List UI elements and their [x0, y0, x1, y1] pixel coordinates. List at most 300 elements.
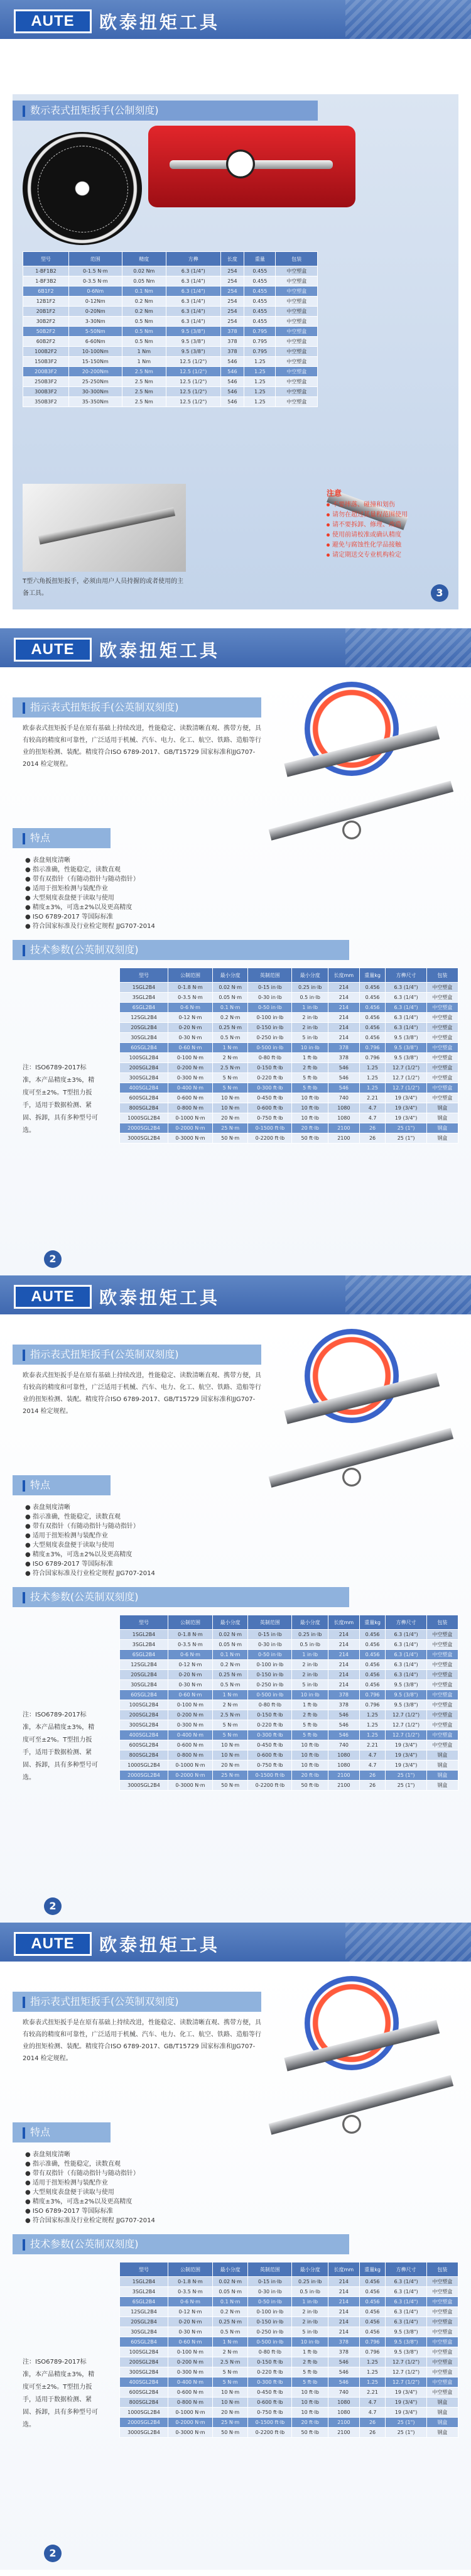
table-cell: 400SGL2B4	[120, 1083, 168, 1093]
table-cell: 0-300 N·m	[168, 1073, 213, 1083]
table-cell: 0-300 N·m	[168, 2367, 213, 2377]
intro-title-bar	[13, 1345, 261, 1365]
table-row	[23, 377, 318, 387]
table-cell: 5 N·m	[212, 1083, 248, 1093]
table-cell: 546	[328, 1083, 360, 1093]
table-cell: 4.7	[359, 1103, 386, 1113]
table-cell: 378	[220, 347, 244, 357]
col-header: 型号	[120, 968, 168, 983]
table-cell: 0.456	[359, 2307, 386, 2317]
table-cell: 25 N·m	[212, 2418, 248, 2428]
table-cell: 2 in·lb	[292, 1670, 328, 1680]
table-cell: 0-60 N·m	[168, 2337, 213, 2347]
table-cell: 1SGL2B4	[120, 983, 168, 993]
table-cell: 1 in·lb	[292, 1003, 328, 1013]
table-cell: 1 in·lb	[292, 2297, 328, 2307]
table-cell: 4.7	[359, 2408, 386, 2418]
brand-title: 欧泰扭矩工具	[99, 640, 220, 661]
table-cell: 0.456	[359, 2287, 386, 2297]
table-cell: 12.7 (1/2")	[386, 1710, 426, 1720]
table-row	[23, 276, 318, 287]
table-cell: 0-600 ft·lb	[248, 2398, 292, 2408]
brand-logo: AUTE	[14, 9, 92, 33]
table-cell: 中空塑盒	[276, 377, 318, 387]
table-cell: 546	[328, 1730, 360, 1740]
table-cell: 1 N·m	[212, 1043, 248, 1053]
table-cell: 546	[328, 1073, 360, 1083]
table-cell: 26	[359, 1771, 386, 1781]
table-cell: 378	[220, 337, 244, 347]
feature-item: ● ISO 6789-2017 等国际标准	[25, 1559, 251, 1569]
brand-logo: AUTE	[14, 1932, 92, 1956]
page-header	[0, 628, 471, 667]
table-cell: 9.5 (3/8")	[386, 1690, 426, 1700]
table-cell: 1080	[328, 2398, 360, 2408]
table-cell: 1080	[328, 1103, 360, 1113]
table-cell: 400SGL2B4	[120, 2377, 168, 2388]
table-cell: 35-350Nm	[68, 397, 122, 407]
table-cell: 12SGL2B4	[120, 1660, 168, 1670]
table-cell: 0.5 Nm	[122, 327, 166, 337]
table-cell: 9.5 (3/8")	[386, 2337, 426, 2347]
table-cell: 0-220 ft·lb	[248, 1073, 292, 1083]
table-cell: 6.3 (1/4")	[166, 266, 220, 276]
table-cell: 0.456	[359, 1630, 386, 1640]
table-cell: 1000SGL2B4	[120, 1113, 168, 1123]
col-header: 最小分度	[292, 2262, 328, 2277]
table-cell: 钢盒	[426, 1760, 458, 1771]
brand-title: 欧泰扭矩工具	[99, 1935, 220, 1955]
table-cell: 378	[328, 2347, 360, 2357]
spec-title-bar	[13, 1587, 349, 1607]
table-cell: 1 N·m	[212, 1690, 248, 1700]
table-cell: 254	[220, 297, 244, 307]
table-cell: 6SGL2B4	[120, 1003, 168, 1013]
table-cell: 0-220 ft·lb	[248, 1720, 292, 1730]
table-cell: 12B1F2	[23, 297, 69, 307]
feature-item: ● 指示准确，性能稳定，读数直观	[25, 2159, 251, 2169]
notice-item: 不要摔落、碰撞和划伤	[327, 500, 452, 510]
table-cell: 0-150 ft·lb	[248, 2357, 292, 2367]
table-cell: 6.3 (1/4")	[386, 2277, 426, 2287]
features-title: 特点	[30, 832, 51, 844]
table-cell: 3-30Nm	[68, 317, 122, 327]
feature-item: ● 表盘刻度清晰	[25, 2150, 251, 2159]
table-cell: 20 ft·lb	[292, 1771, 328, 1781]
table-cell: 6.3 (1/4")	[386, 1630, 426, 1640]
table-cell: 6SGL2B4	[120, 1650, 168, 1660]
table-cell: 10 ft·lb	[292, 1093, 328, 1103]
table-cell: 0-300 N·m	[168, 1720, 213, 1730]
table-cell: 2.5 N·m	[212, 1063, 248, 1073]
table-cell: 0-150 in·lb	[248, 1023, 292, 1033]
table-cell: 0-1000 N·m	[168, 1760, 213, 1771]
table-cell: 100SGL2B4	[120, 1700, 168, 1710]
table-cell: 0.5 in·lb	[292, 1640, 328, 1650]
table-row	[120, 2297, 458, 2307]
table-cell: 3000SGL2B4	[120, 1133, 168, 1143]
table-cell: 0-600 N·m	[168, 1093, 213, 1103]
table-cell: 2 N·m	[212, 2347, 248, 2357]
table-cell: 中空塑盒	[426, 1680, 458, 1690]
table-cell: 0.456	[359, 1640, 386, 1650]
table-cell: 20 N·m	[212, 1760, 248, 1771]
features-list	[25, 856, 251, 931]
table-cell: 1.25	[359, 1073, 386, 1083]
table-cell: 0-220 ft·lb	[248, 2367, 292, 2377]
table-cell: 1SGL2B4	[120, 1630, 168, 1640]
side-note: 注：ISO6789-2017标准，本产品精度±3%，精度可至±2%。T型扭力扳手，适用于数据检测、紧固、拆卸，具有多种型号可选。	[23, 1064, 98, 1134]
feature-item: ● 精度±3%，可选±2%以及更高精度	[25, 2197, 251, 2207]
table-cell: 中空塑盒	[276, 357, 318, 367]
table-cell: 0-400 N·m	[168, 1083, 213, 1093]
table-cell: 100SGL2B4	[120, 1053, 168, 1063]
table-cell: 0.1 N·m	[212, 1003, 248, 1013]
table-cell: 中空塑盒	[426, 1063, 458, 1073]
table-row	[120, 1103, 458, 1113]
table-cell: 中空塑盒	[426, 2377, 458, 2388]
table-cell: 9.5 (3/8")	[386, 1043, 426, 1053]
table-cell: 钢盒	[426, 1781, 458, 1791]
col-header: 长度	[220, 252, 244, 266]
table-cell: 25 (1")	[386, 1133, 426, 1143]
table-cell: 100B2F2	[23, 347, 69, 357]
notice-item: 请定期送交专业机构检定	[327, 550, 452, 560]
table-row	[120, 1063, 458, 1073]
table-cell: 2.21	[359, 1740, 386, 1750]
table-cell: 19 (3/4")	[386, 2398, 426, 2408]
table-cell: 中空塑盒	[426, 1053, 458, 1063]
table-cell: 10 N·m	[212, 1750, 248, 1760]
table-cell: 1.25	[359, 1720, 386, 1730]
table-cell: 0.455	[244, 307, 276, 317]
photo-caption: T型六角扳扭矩扳手，必须由用户人员持握的或者使用的主备工具。	[23, 578, 184, 597]
table-cell: 12.5 (1/2")	[166, 377, 220, 387]
catalog-page-3	[0, 1275, 471, 1923]
col-header: 最小分度	[292, 968, 328, 983]
table-row	[120, 2307, 458, 2317]
table-row	[23, 387, 318, 397]
table-cell: 5 ft·lb	[292, 1720, 328, 1730]
table-cell: 0-2000 N·m	[168, 1771, 213, 1781]
col-header: 包装	[426, 2262, 458, 2277]
table-cell: 中空塑盒	[426, 993, 458, 1003]
table-cell: 26	[359, 1133, 386, 1143]
table-cell: 25-250Nm	[68, 377, 122, 387]
table-cell: 25 N·m	[212, 1771, 248, 1781]
table-cell: 10 ft·lb	[292, 1760, 328, 1771]
table-cell: 1-BF1B2	[23, 266, 69, 276]
spec-title-bar	[13, 2234, 349, 2254]
col-header: 重量kg	[359, 968, 386, 983]
table-cell: 60SGL2B4	[120, 1690, 168, 1700]
table-cell: 0.796	[359, 2337, 386, 2347]
table-cell: 0.456	[359, 983, 386, 993]
table-cell: 5 in·lb	[292, 1680, 328, 1690]
table-cell: 0-1500 ft·lb	[248, 1123, 292, 1133]
table-cell: 中空塑盒	[426, 1073, 458, 1083]
table-cell: 0.05 N·m	[212, 993, 248, 1003]
table-cell: 300SGL2B4	[120, 2367, 168, 2377]
table-cell: 0-2000 N·m	[168, 1123, 213, 1133]
table-cell: 30SGL2B4	[120, 1033, 168, 1043]
table-cell: 中空塑盒	[426, 1670, 458, 1680]
table-cell: 0-60 N·m	[168, 1043, 213, 1053]
table-cell: 0.05 Nm	[122, 276, 166, 287]
table-cell: 0-200 N·m	[168, 1710, 213, 1720]
table-cell: 0-3000 N·m	[168, 1781, 213, 1791]
table-cell: 中空塑盒	[426, 1650, 458, 1660]
intro-paragraph: 欧泰表式扭矩扳手是在原有基础上持续改进，性能稳定、读数清晰直观、携带方便，具有较高的精度和可靠性，广泛适用于机械、汽车、电力、化工、航空、铁路、造船等行业的扭矩检测、装配。精度符合ISO 6789-2017、GB/T15729 国家标准和JJG707-2014 检定规程。	[23, 2019, 261, 2062]
table-cell: 中空塑盒	[426, 2337, 458, 2347]
notice-item: 使用前请校准或确认精度	[327, 530, 452, 540]
table-cell: 0.2 N·m	[212, 2307, 248, 2317]
feature-item: ● 符合国家标准及行业检定规程 JJG707-2014	[25, 922, 251, 931]
col-header: 长度mm	[328, 2262, 360, 2277]
col-header: 长度mm	[328, 968, 360, 983]
intro-title: 指示表式扭矩扳手(公英制双刻度)	[30, 1348, 179, 1360]
table-cell: 2.5 N·m	[212, 2357, 248, 2367]
notice-item: 请不要拆卸、修理、改造	[327, 520, 452, 530]
table-cell: 12.7 (1/2")	[386, 2357, 426, 2367]
table-cell: 0.795	[244, 347, 276, 357]
table-row	[120, 1680, 458, 1690]
table-cell: 0-50 in·lb	[248, 1650, 292, 1660]
table-cell: 1.25	[359, 1710, 386, 1720]
table-cell: 1000SGL2B4	[120, 2408, 168, 2418]
table-cell: 1 Nm	[122, 357, 166, 367]
table-cell: 150B3F2	[23, 357, 69, 367]
table-cell: 钢盒	[426, 2398, 458, 2408]
table-cell: 6.3 (1/4")	[386, 993, 426, 1003]
table-cell: 214	[328, 1033, 360, 1043]
col-header: 范围	[68, 252, 122, 266]
intro-title-bar	[13, 1992, 261, 2012]
table-cell: 5 in·lb	[292, 1033, 328, 1043]
table-row	[120, 1630, 458, 1640]
table-cell: 中空塑盒	[426, 1700, 458, 1710]
table-row	[23, 357, 318, 367]
col-header: 方榫尺寸	[386, 968, 426, 983]
table-row	[23, 287, 318, 297]
table-cell: 1080	[328, 1113, 360, 1123]
intro-paragraph: 欧泰表式扭矩扳手是在原有基础上持续改进，性能稳定、读数清晰直观、携带方便，具有较高的精度和可靠性，广泛适用于机械、汽车、电力、化工、航空、铁路、造船等行业的扭矩检测、装配。精度符合ISO 6789-2017、GB/T15729 国家标准和JJG707-2014 检定规程。	[23, 725, 261, 768]
table-cell: 中空塑盒	[426, 2307, 458, 2317]
table-cell: 800SGL2B4	[120, 1103, 168, 1113]
col-header: 重量	[244, 252, 276, 266]
table-cell: 6.3 (1/4")	[386, 2307, 426, 2317]
table-row	[23, 266, 318, 276]
table-cell: 1000SGL2B4	[120, 1760, 168, 1771]
table-row	[23, 307, 318, 317]
table-row	[23, 327, 318, 337]
table-cell: 0.1 N·m	[212, 1650, 248, 1660]
table-cell: 0-50 in·lb	[248, 1003, 292, 1013]
table-cell: 1.25	[359, 1063, 386, 1073]
table-cell: 0-2000 N·m	[168, 2418, 213, 2428]
brand-title: 欧泰扭矩工具	[99, 12, 220, 33]
table-cell: 20B1F2	[23, 307, 69, 317]
table-cell: 1 ft·lb	[292, 1053, 328, 1063]
feature-item: ● 符合国家标准及行业检定规程 JJG707-2014	[25, 1569, 251, 1578]
table-cell: 0.456	[359, 1033, 386, 1043]
table-cell: 1080	[328, 1750, 360, 1760]
table-cell: 50B2F2	[23, 327, 69, 337]
table-cell: 800SGL2B4	[120, 2398, 168, 2408]
feature-item: ● 大型刻度表盘便于读取与使用	[25, 2188, 251, 2197]
table-cell: 0-1500 ft·lb	[248, 1771, 292, 1781]
table-cell: 0.456	[359, 1023, 386, 1033]
table-row	[120, 1760, 458, 1771]
table-cell: 中空塑盒	[276, 337, 318, 347]
table-cell: 中空塑盒	[276, 307, 318, 317]
table-cell: 2 in·lb	[292, 2317, 328, 2327]
table-cell: 0-3.5 N·m	[168, 993, 213, 1003]
table-cell: 中空塑盒	[276, 276, 318, 287]
table-cell: 0.455	[244, 317, 276, 327]
table-cell: 0-600 ft·lb	[248, 1750, 292, 1760]
table-cell: 钢盒	[426, 1133, 458, 1143]
features-title-bar	[13, 2122, 111, 2142]
table-cell: 0.2 N·m	[212, 1660, 248, 1670]
table-row	[120, 2428, 458, 2438]
table-cell: 4.7	[359, 1760, 386, 1771]
col-header: 公制范围	[168, 2262, 213, 2277]
table-cell: 2 N·m	[212, 1700, 248, 1710]
feature-item: ● 适用于扭矩检测与装配作业	[25, 1531, 251, 1541]
spec-table-header	[120, 1615, 458, 1630]
table-cell: 9.5 (3/8")	[386, 2347, 426, 2357]
table-row	[120, 1750, 458, 1760]
page-header	[0, 0, 471, 39]
table-cell: 214	[328, 1660, 360, 1670]
col-header: 重量kg	[359, 1615, 386, 1630]
dial-scale-image	[38, 146, 128, 232]
table-cell: 2100	[328, 1781, 360, 1791]
table-cell: 0-250 in·lb	[248, 1680, 292, 1690]
table-cell: 6.3 (1/4")	[386, 2317, 426, 2327]
table-cell: 0-30 in·lb	[248, 993, 292, 1003]
table-cell: 0-800 N·m	[168, 1103, 213, 1113]
table-cell: 10-100Nm	[68, 347, 122, 357]
table-cell: 钢盒	[426, 2418, 458, 2428]
features-list	[25, 1503, 251, 1578]
table-cell: 200SGL2B4	[120, 1710, 168, 1720]
table-cell: 1.25	[359, 2377, 386, 2388]
table-cell: 中空塑盒	[426, 1033, 458, 1043]
notice-title: 注意	[327, 489, 342, 498]
features-title: 特点	[30, 1479, 51, 1491]
feature-item: ● 指示准确，性能稳定，读数直观	[25, 865, 251, 875]
table-cell: 400SGL2B4	[120, 1730, 168, 1740]
table-cell: 0.5 N·m	[212, 2327, 248, 2337]
table-cell: 2100	[328, 1771, 360, 1781]
table-cell: 0-100 in·lb	[248, 1660, 292, 1670]
spec-title: 技术参数(公英制双刻度)	[30, 944, 139, 956]
table-cell: 中空塑盒	[276, 297, 318, 307]
table-cell: 9.5 (3/8")	[386, 1033, 426, 1043]
table-cell: 2.5 Nm	[122, 377, 166, 387]
table-cell: 0-450 ft·lb	[248, 1093, 292, 1103]
table-cell: 12.7 (1/2")	[386, 2377, 426, 2388]
table-cell: 600SGL2B4	[120, 2388, 168, 2398]
feature-item: ● ISO 6789-2017 等国际标准	[25, 912, 251, 922]
section-title-bar	[13, 101, 318, 121]
table-cell: 中空塑盒	[426, 2327, 458, 2337]
col-header: 型号	[23, 252, 69, 266]
table-cell: 0.02 Nm	[122, 266, 166, 276]
feature-item: ● 表盘刻度清晰	[25, 1503, 251, 1512]
table-cell: 350B3F2	[23, 397, 69, 407]
table-cell: 9.5 (3/8")	[386, 1700, 426, 1710]
table-cell: 6.3 (1/4")	[386, 1023, 426, 1033]
table-cell: 6B1F2	[23, 287, 69, 297]
table-cell: 25 (1")	[386, 2428, 426, 2438]
spec-table	[23, 251, 318, 407]
table-row	[120, 2418, 458, 2428]
catalog-page-2	[0, 628, 471, 1275]
table-cell: 10 in·lb	[292, 2337, 328, 2347]
table-cell: 0.455	[244, 266, 276, 276]
col-header: 包装	[426, 968, 458, 983]
table-cell: 0-750 ft·lb	[248, 1760, 292, 1771]
page-header	[0, 1275, 471, 1314]
table-row	[120, 1123, 458, 1133]
table-cell: 中空塑盒	[426, 1093, 458, 1103]
feature-item: ● 精度±3%，可选±2%以及更高精度	[25, 1550, 251, 1559]
table-cell: 0.02 N·m	[212, 983, 248, 993]
table-cell: 6.3 (1/4")	[386, 1670, 426, 1680]
table-row	[120, 2408, 458, 2418]
table-cell: 26	[359, 1123, 386, 1133]
table-cell: 1.25	[359, 1730, 386, 1740]
table-cell: 0.1 Nm	[122, 287, 166, 297]
table-cell: 0-200 N·m	[168, 2357, 213, 2367]
col-header: 长度mm	[328, 1615, 360, 1630]
col-header: 最小分度	[212, 2262, 248, 2277]
table-cell: 1080	[328, 2408, 360, 2418]
table-cell: 6.3 (1/4")	[166, 297, 220, 307]
table-cell: 0-50 in·lb	[248, 2297, 292, 2307]
table-row	[120, 1043, 458, 1053]
table-cell: 0.2 N·m	[212, 1013, 248, 1023]
table-cell: 中空塑盒	[426, 2287, 458, 2297]
table-cell: 254	[220, 276, 244, 287]
table-cell: 740	[328, 1093, 360, 1103]
table-cell: 中空塑盒	[426, 1003, 458, 1013]
table-cell: 0.25 in·lb	[292, 2277, 328, 2287]
table-cell: 600SGL2B4	[120, 1740, 168, 1750]
table-cell: 中空塑盒	[426, 1660, 458, 1670]
table-cell: 6-60Nm	[68, 337, 122, 347]
catalog-page-4	[0, 1923, 471, 2576]
table-cell: 钢盒	[426, 1771, 458, 1781]
table-cell: 中空塑盒	[426, 1083, 458, 1093]
table-cell: 546	[328, 2367, 360, 2377]
table-cell: 0-80 ft·lb	[248, 1053, 292, 1063]
side-note: 注：ISO6789-2017标准，本产品精度±3%，精度可至±2%。T型扭力扳手，适用于数据检测、紧固、拆卸，具有多种型号可选。	[23, 1711, 98, 1781]
feature-item: ● 适用于扭矩检测与装配作业	[25, 2178, 251, 2188]
notice-item: 避免与腐蚀性化学品接触	[327, 540, 452, 550]
table-cell: 25 (1")	[386, 1781, 426, 1791]
table-cell: 20 ft·lb	[292, 1123, 328, 1133]
table-row	[23, 347, 318, 357]
table-cell: 0-450 ft·lb	[248, 1740, 292, 1750]
table-cell: 378	[328, 1700, 360, 1710]
table-cell: 中空塑盒	[276, 266, 318, 276]
table-cell: 1.25	[244, 397, 276, 407]
table-cell: 214	[328, 2287, 360, 2297]
